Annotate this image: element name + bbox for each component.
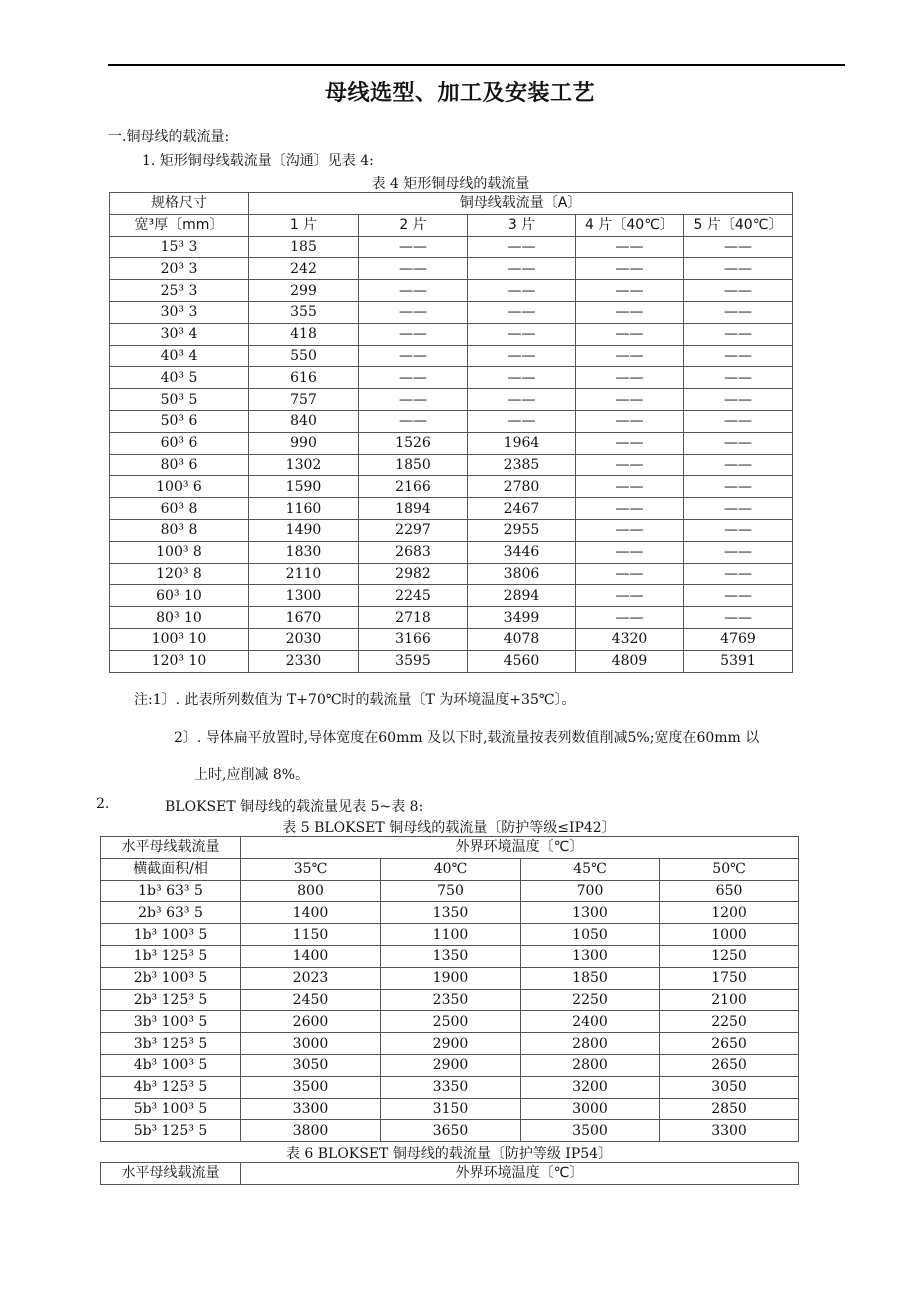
row-label: 2b³ 100³ 5 — [101, 967, 241, 989]
cell-value: —— — [468, 301, 576, 323]
cell-value: 2023 — [241, 967, 381, 989]
row-label: 30³ 3 — [110, 301, 249, 323]
table5-col-header: 40℃ — [381, 858, 521, 880]
cell-value: 3000 — [241, 1033, 381, 1055]
cell-value: —— — [359, 258, 468, 280]
note-1: 注:1〕. 此表所列数值为 T+70℃时的载流量〔T 为环境温度+35℃〕。 — [134, 692, 576, 708]
cell-value: —— — [684, 367, 793, 389]
row-label: 100³ 6 — [110, 476, 249, 498]
cell-value: —— — [576, 454, 684, 476]
row-label: 100³ 8 — [110, 541, 249, 563]
cell-value: 3595 — [359, 650, 468, 672]
row-label: 60³ 10 — [110, 585, 249, 607]
cell-value: —— — [684, 585, 793, 607]
cell-value: 2110 — [249, 563, 359, 585]
cell-value: 650 — [660, 880, 799, 902]
cell-value: —— — [576, 585, 684, 607]
cell-value: —— — [684, 563, 793, 585]
cell-value: 3806 — [468, 563, 576, 585]
cell-value: —— — [684, 454, 793, 476]
cell-value: 2982 — [359, 563, 468, 585]
table-row — [110, 498, 793, 520]
table-row — [101, 967, 799, 989]
cell-value: 185 — [249, 236, 359, 258]
table-row — [110, 323, 793, 345]
cell-value: 3300 — [241, 1098, 381, 1120]
section-heading: 一.铜母线的载流量: — [108, 129, 230, 145]
cell-value: 242 — [249, 258, 359, 280]
cell-value: 1100 — [381, 924, 521, 946]
cell-value: 800 — [241, 880, 381, 902]
row-label: 5b³ 125³ 5 — [101, 1120, 241, 1142]
cell-value: —— — [684, 258, 793, 280]
row-label: 2b³ 125³ 5 — [101, 989, 241, 1011]
table5-col-header: 45℃ — [521, 858, 660, 880]
cell-value: 3499 — [468, 607, 576, 629]
row-label: 120³ 10 — [110, 650, 249, 672]
table5-header-group: 外界环境温度〔℃〕 — [241, 837, 799, 859]
table5-header-left-sub: 横截面积/相 — [101, 858, 241, 880]
table-row — [101, 1011, 799, 1033]
cell-value: —— — [684, 301, 793, 323]
table5-col-header: 35℃ — [241, 858, 381, 880]
row-label: 40³ 4 — [110, 345, 249, 367]
cell-value: —— — [468, 280, 576, 302]
cell-value: 2350 — [381, 989, 521, 1011]
row-label: 40³ 5 — [110, 367, 249, 389]
cell-value: 355 — [249, 301, 359, 323]
cell-value: 3300 — [660, 1120, 799, 1142]
cell-value: —— — [576, 323, 684, 345]
cell-value: —— — [576, 236, 684, 258]
cell-value: 2450 — [241, 989, 381, 1011]
table-row — [101, 880, 799, 902]
cell-value: 4769 — [684, 628, 793, 650]
cell-value: 1400 — [241, 902, 381, 924]
cell-value: 1490 — [249, 519, 359, 541]
cell-value: —— — [576, 301, 684, 323]
cell-value: —— — [359, 323, 468, 345]
table-row — [101, 989, 799, 1011]
table-row — [110, 345, 793, 367]
table-row — [101, 1120, 799, 1142]
table6-header-left: 水平母线载流量 — [101, 1163, 241, 1185]
table-row — [110, 563, 793, 585]
cell-value: 2467 — [468, 498, 576, 520]
table4-caption: 表 4 矩形铜母线的载流量 — [371, 176, 530, 192]
cell-value: —— — [684, 323, 793, 345]
table4-col-header: 2 片 — [359, 214, 468, 236]
cell-value: 3800 — [241, 1120, 381, 1142]
cell-value: 4809 — [576, 650, 684, 672]
cell-value: 3500 — [521, 1120, 660, 1142]
table-row — [110, 476, 793, 498]
row-label: 2b³ 63³ 5 — [101, 902, 241, 924]
table4-col-header: 1 片 — [249, 214, 359, 236]
table-row — [110, 258, 793, 280]
cell-value: —— — [684, 498, 793, 520]
row-label: 100³ 10 — [110, 628, 249, 650]
table4-col-header: 4 片〔40℃〕 — [576, 214, 684, 236]
cell-value: 840 — [249, 410, 359, 432]
cell-value: 1050 — [521, 924, 660, 946]
cell-value: —— — [684, 345, 793, 367]
row-label: 60³ 8 — [110, 498, 249, 520]
cell-value: 2718 — [359, 607, 468, 629]
cell-value: 3650 — [381, 1120, 521, 1142]
cell-value: 1850 — [359, 454, 468, 476]
cell-value: 5391 — [684, 650, 793, 672]
list-item-2-number: 2. — [96, 796, 110, 812]
cell-value: —— — [576, 541, 684, 563]
table4 — [109, 192, 793, 673]
row-label: 1b³ 100³ 5 — [101, 924, 241, 946]
cell-value: —— — [576, 367, 684, 389]
cell-value: 2800 — [521, 1033, 660, 1055]
cell-value: 2650 — [660, 1054, 799, 1076]
cell-value: —— — [468, 258, 576, 280]
cell-value: 700 — [521, 880, 660, 902]
cell-value: 2650 — [660, 1033, 799, 1055]
row-label: 15³ 3 — [110, 236, 249, 258]
cell-value: 3500 — [241, 1076, 381, 1098]
cell-value: 2683 — [359, 541, 468, 563]
cell-value: —— — [576, 432, 684, 454]
row-label: 50³ 6 — [110, 410, 249, 432]
row-label: 4b³ 100³ 5 — [101, 1054, 241, 1076]
cell-value: 1850 — [521, 967, 660, 989]
cell-value: 2250 — [521, 989, 660, 1011]
table6-header-group: 外界环境温度〔℃〕 — [241, 1163, 799, 1185]
cell-value: 2400 — [521, 1011, 660, 1033]
cell-value: 1300 — [521, 945, 660, 967]
cell-value: 1830 — [249, 541, 359, 563]
cell-value: —— — [576, 389, 684, 411]
cell-value: —— — [359, 236, 468, 258]
cell-value: —— — [576, 410, 684, 432]
row-label: 120³ 8 — [110, 563, 249, 585]
cell-value: 990 — [249, 432, 359, 454]
cell-value: —— — [576, 258, 684, 280]
table-row — [110, 519, 793, 541]
cell-value: 1670 — [249, 607, 359, 629]
cell-value: —— — [359, 367, 468, 389]
cell-value: —— — [576, 280, 684, 302]
cell-value: 2166 — [359, 476, 468, 498]
row-label: 80³ 8 — [110, 519, 249, 541]
cell-value: 3000 — [521, 1098, 660, 1120]
cell-value: 2780 — [468, 476, 576, 498]
row-label: 25³ 3 — [110, 280, 249, 302]
cell-value: —— — [684, 432, 793, 454]
cell-value: 1590 — [249, 476, 359, 498]
row-label: 80³ 6 — [110, 454, 249, 476]
cell-value: 616 — [249, 367, 359, 389]
cell-value: 3050 — [241, 1054, 381, 1076]
table-row — [101, 1054, 799, 1076]
header-rule — [108, 64, 845, 66]
cell-value: —— — [576, 519, 684, 541]
row-label: 30³ 4 — [110, 323, 249, 345]
cell-value: 1300 — [521, 902, 660, 924]
table-row — [101, 902, 799, 924]
cell-value: 2600 — [241, 1011, 381, 1033]
table-row — [110, 410, 793, 432]
table-row — [110, 389, 793, 411]
row-label: 60³ 6 — [110, 432, 249, 454]
cell-value: 1150 — [241, 924, 381, 946]
cell-value: 2250 — [660, 1011, 799, 1033]
table-row — [110, 607, 793, 629]
table4-col-header: 5 片〔40℃〕 — [684, 214, 793, 236]
cell-value: 1350 — [381, 902, 521, 924]
cell-value: 750 — [381, 880, 521, 902]
cell-value: 2894 — [468, 585, 576, 607]
row-label: 1b³ 125³ 5 — [101, 945, 241, 967]
cell-value: 1300 — [249, 585, 359, 607]
cell-value: 2800 — [521, 1054, 660, 1076]
cell-value: 1302 — [249, 454, 359, 476]
cell-value: 1250 — [660, 945, 799, 967]
cell-value: 1900 — [381, 967, 521, 989]
cell-value: —— — [468, 345, 576, 367]
cell-value: 2900 — [381, 1033, 521, 1055]
cell-value: —— — [576, 498, 684, 520]
list-item-2: BLOKSET 铜母线的载流量见表 5~表 8: — [165, 799, 424, 815]
cell-value: —— — [359, 280, 468, 302]
page-title: 母线选型、加工及安装工艺 — [324, 81, 595, 106]
row-label: 50³ 5 — [110, 389, 249, 411]
note-2-continued: 上时,应削减 8%。 — [194, 767, 310, 783]
table4-header-spec-unit: 宽³厚〔mm〕 — [110, 214, 249, 236]
cell-value: 2955 — [468, 519, 576, 541]
cell-value: 3200 — [521, 1076, 660, 1098]
table6-caption: 表 6 BLOKSET 铜母线的载流量〔防护等级 IP54〕 — [285, 1146, 613, 1162]
cell-value: 1400 — [241, 945, 381, 967]
table5-col-header: 50℃ — [660, 858, 799, 880]
cell-value: —— — [684, 541, 793, 563]
cell-value: —— — [468, 367, 576, 389]
cell-value: 299 — [249, 280, 359, 302]
table6 — [100, 1162, 799, 1185]
cell-value: —— — [576, 607, 684, 629]
table4-header-spec: 规格尺寸 — [110, 193, 249, 215]
table5 — [100, 836, 799, 1142]
cell-value: 1160 — [249, 498, 359, 520]
cell-value: 550 — [249, 345, 359, 367]
note-2: 2〕. 导体扁平放置时,导体宽度在60mm 及以下时,载流量按表列数值削减5%;宽度在60mm 以 — [174, 730, 760, 746]
cell-value: —— — [468, 389, 576, 411]
cell-value: 2297 — [359, 519, 468, 541]
cell-value: —— — [576, 563, 684, 585]
table-row — [101, 945, 799, 967]
cell-value: 1894 — [359, 498, 468, 520]
cell-value: 4078 — [468, 628, 576, 650]
table-row — [110, 585, 793, 607]
cell-value: 2850 — [660, 1098, 799, 1120]
cell-value: 3350 — [381, 1076, 521, 1098]
cell-value: 2030 — [249, 628, 359, 650]
cell-value: —— — [468, 410, 576, 432]
table4-header-group: 铜母线载流量〔A〕 — [249, 193, 793, 215]
cell-value: —— — [359, 301, 468, 323]
cell-value: —— — [684, 236, 793, 258]
table-row — [101, 924, 799, 946]
cell-value: —— — [468, 323, 576, 345]
cell-value: —— — [684, 389, 793, 411]
cell-value: 1964 — [468, 432, 576, 454]
cell-value: —— — [359, 410, 468, 432]
cell-value: 1526 — [359, 432, 468, 454]
cell-value: 3446 — [468, 541, 576, 563]
cell-value: 418 — [249, 323, 359, 345]
cell-value: 3166 — [359, 628, 468, 650]
cell-value: 1350 — [381, 945, 521, 967]
table-row — [110, 236, 793, 258]
cell-value: 1200 — [660, 902, 799, 924]
cell-value: 2385 — [468, 454, 576, 476]
cell-value: 1000 — [660, 924, 799, 946]
table-row — [110, 280, 793, 302]
row-label: 20³ 3 — [110, 258, 249, 280]
cell-value: —— — [576, 345, 684, 367]
table-row — [101, 1098, 799, 1120]
cell-value: 4320 — [576, 628, 684, 650]
cell-value: —— — [684, 410, 793, 432]
cell-value: —— — [684, 519, 793, 541]
row-label: 1b³ 63³ 5 — [101, 880, 241, 902]
table4-col-header: 3 片 — [468, 214, 576, 236]
row-label: 3b³ 125³ 5 — [101, 1033, 241, 1055]
cell-value: 2245 — [359, 585, 468, 607]
row-label: 80³ 10 — [110, 607, 249, 629]
list-item-1: 1. 矩形铜母线载流量〔沟通〕见表 4: — [142, 153, 374, 169]
table-row — [110, 432, 793, 454]
cell-value: 2900 — [381, 1054, 521, 1076]
cell-value: 4560 — [468, 650, 576, 672]
row-label: 4b³ 125³ 5 — [101, 1076, 241, 1098]
table5-caption: 表 5 BLOKSET 铜母线的载流量〔防护等级≤IP42〕 — [282, 820, 616, 836]
table-row — [110, 454, 793, 476]
cell-value: —— — [684, 476, 793, 498]
table5-header-left: 水平母线载流量 — [101, 837, 241, 859]
table-row — [101, 1076, 799, 1098]
cell-value: —— — [684, 607, 793, 629]
cell-value: —— — [576, 476, 684, 498]
table-row — [110, 301, 793, 323]
cell-value: 3150 — [381, 1098, 521, 1120]
row-label: 5b³ 100³ 5 — [101, 1098, 241, 1120]
table-row — [110, 650, 793, 672]
table-row — [110, 628, 793, 650]
cell-value: 1750 — [660, 967, 799, 989]
cell-value: 3050 — [660, 1076, 799, 1098]
cell-value: 2500 — [381, 1011, 521, 1033]
cell-value: —— — [359, 389, 468, 411]
table-row — [101, 1033, 799, 1055]
row-label: 3b³ 100³ 5 — [101, 1011, 241, 1033]
cell-value: 757 — [249, 389, 359, 411]
table-row — [110, 367, 793, 389]
cell-value: —— — [468, 236, 576, 258]
cell-value: —— — [359, 345, 468, 367]
table-row — [110, 541, 793, 563]
cell-value: —— — [684, 280, 793, 302]
cell-value: 2100 — [660, 989, 799, 1011]
cell-value: 2330 — [249, 650, 359, 672]
